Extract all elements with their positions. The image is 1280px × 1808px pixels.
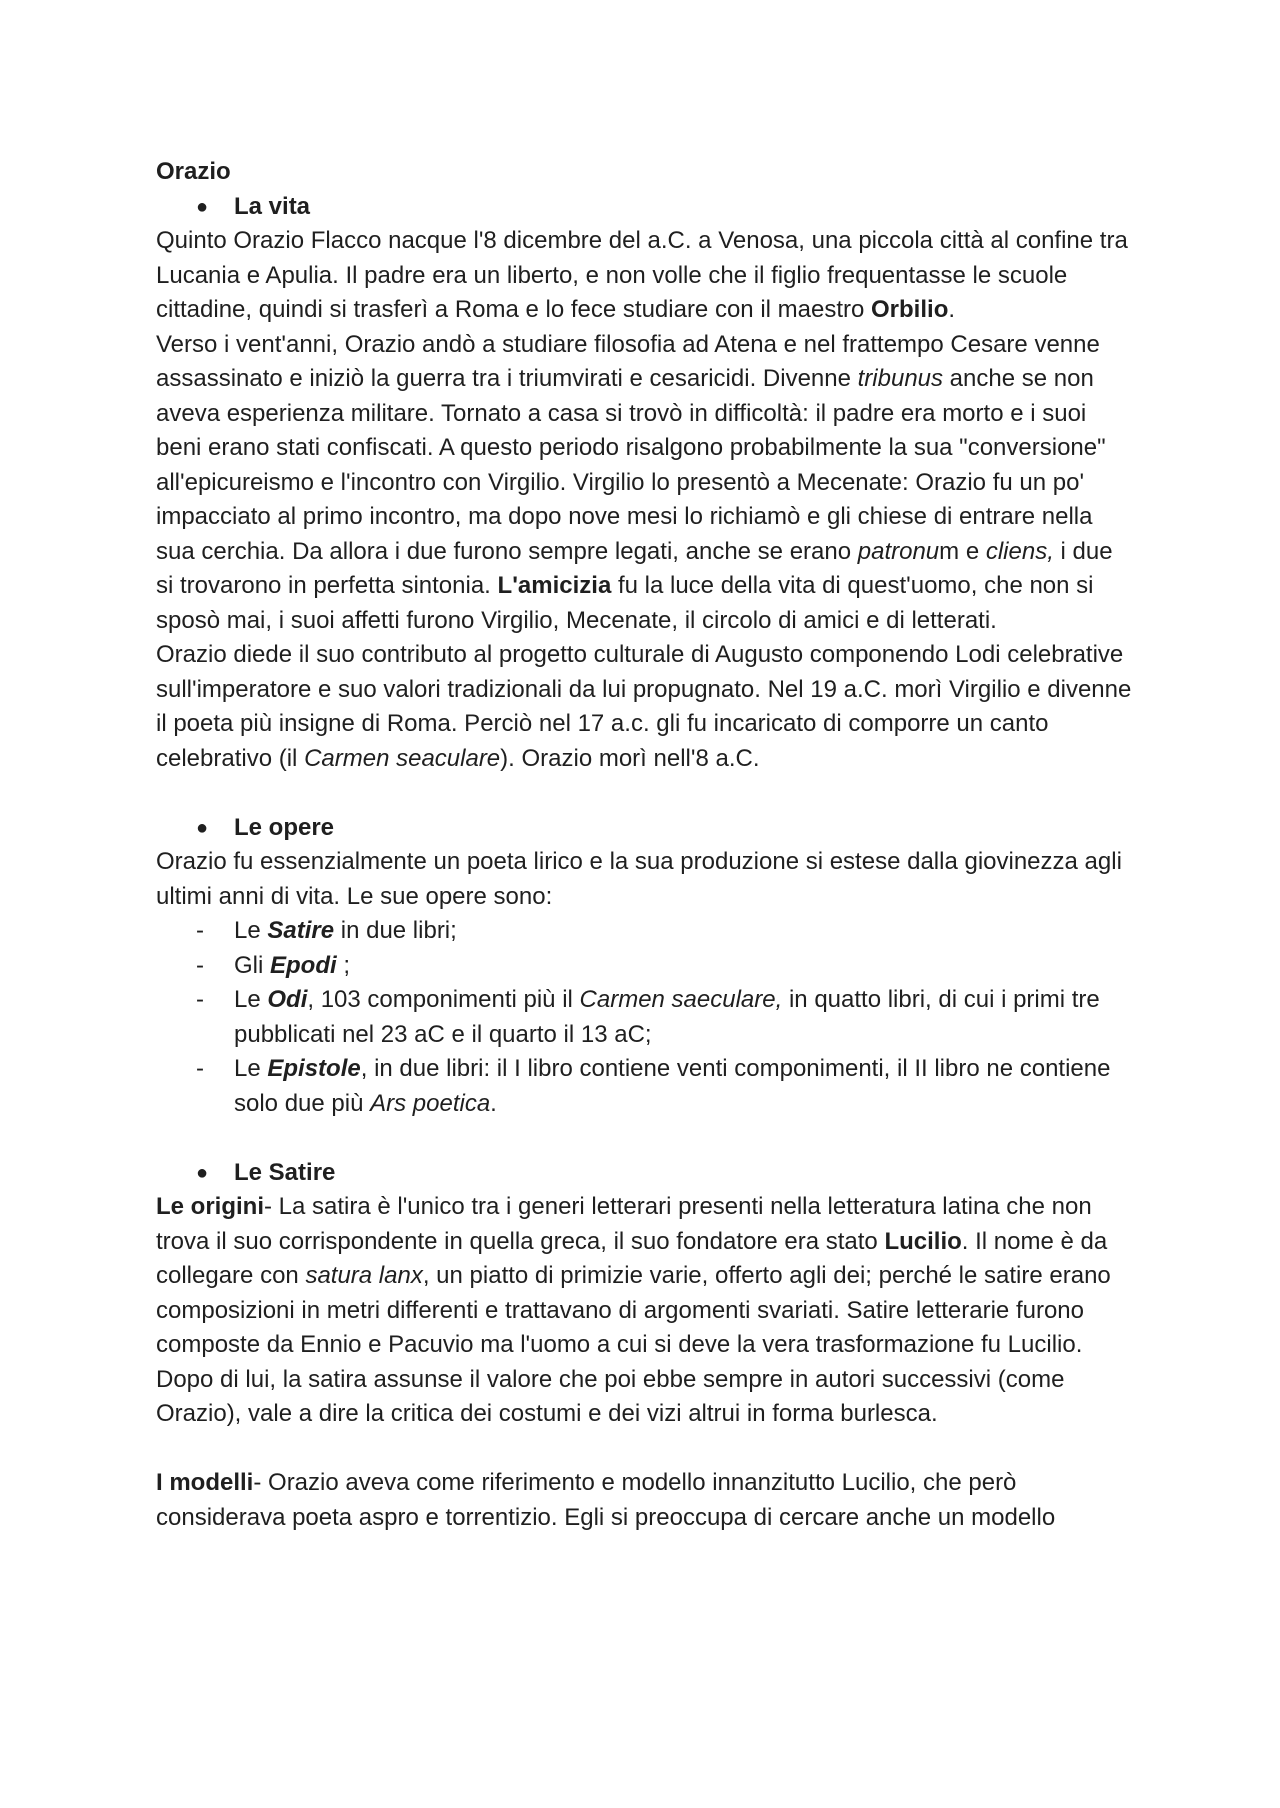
- document-title: Orazio: [156, 158, 231, 185]
- spacer: [156, 1121, 1136, 1156]
- works-list: [156, 914, 1136, 1121]
- spacer: [156, 1432, 1136, 1467]
- bullet-icon: ●: [196, 195, 209, 218]
- paragraph-vita-3: Orazio diede il suo contributo al progetto culturale di Augusto componendo Lodi celebrative sull'imperatore e suo valori tradizionali da lui propugnato. Nel 19 a.C. morì Virgilio e divenne il poeta più insigne di Roma. Perciò nel 17 a.c. gli fu incaricato di comporre un canto celebrativo (il Carmen seaculare). Orazio morì nell'8 a.C.: [156, 641, 1132, 772]
- list-item: - Le Odi, 103 componimenti più il Carmen saeculare, in quatto libri, di cui i primi tre pubblicati nel 23 aC e il quarto il 13 aC;: [156, 983, 1136, 1052]
- spacer: [156, 776, 1136, 811]
- list-item: - Gli Epodi ;: [156, 949, 1136, 984]
- section-heading-satire: ● Le Satire: [156, 1156, 1136, 1191]
- list-item: - Le Epistole, in due libri: il I libro contiene venti componimenti, il II libro ne contiene solo due più Ars poetica.: [156, 1052, 1136, 1121]
- paragraph-vita-1: Quinto Orazio Flacco nacque l'8 dicembre del a.C. a Venosa, una piccola città al confine tra Lucania e Apulia. Il padre era un liberto, e non volle che il figlio frequentasse le scuole cittadine, quindi si trasferì a Roma e lo fece studiare con il maestro Orbilio.: [156, 227, 1128, 323]
- paragraph-vita-2: Verso i vent'anni, Orazio andò a studiare filosofia ad Atena e nel frattempo Cesare venne assassinato e iniziò la guerra tra i triumvirati e cesaricidi. Divenne tribunus anche se non aveva esperienza militare. Tornato a casa si trovò in difficoltà: il padre era morto e i suoi beni erano stati confiscati. A questo periodo risalgono probabilmente la sua "conversione" all'epicureismo e l'incontro con Virgilio. Virgilio lo presentò a Mecenate: Orazio fu un po' impacciato al primo incontro, ma dopo nove mesi lo richiamò e gli chiese di entrare nella sua cerchia. Da allora i due furono sempre legati, anche se erano patronum e cliens, i due si trovarono in perfetta sintonia. L'amicizia fu la luce della vita di quest'uomo, che non si sposò mai, i suoi affetti furono Virgilio, Mecenate, il circolo di amici e di letterati.: [156, 330, 1113, 634]
- bullet-icon: ●: [196, 816, 209, 839]
- dash-marker: -: [196, 986, 204, 1013]
- dash-marker: -: [196, 1055, 204, 1082]
- paragraph-modelli: I modelli- Orazio aveva come riferimento e modello innanzitutto Lucilio, che però considerava poeta aspro e torrentizio. Egli si preoccupa di cercare anche un modello: [156, 1469, 1056, 1531]
- paragraph-opere-intro: Orazio fu essenzialmente un poeta lirico e la sua produzione si estese dalla giovinezza agli ultimi anni di vita. Le sue opere sono:: [156, 848, 1122, 910]
- section-heading-vita: ● La vita: [156, 190, 1136, 225]
- bullet-icon: ●: [196, 1161, 209, 1184]
- dash-marker: -: [196, 951, 204, 979]
- document-page: [156, 155, 1136, 1535]
- dash-marker: -: [196, 917, 204, 944]
- list-item: - Le Satire in due libri;: [156, 914, 1136, 949]
- section-heading-opere: ● Le opere: [156, 811, 1136, 846]
- paragraph-origini: Le origini- La satira è l'unico tra i generi letterari presenti nella letteratura latina che non trova il suo corrispondente in quella greca, il suo fondatore era stato Lucilio. Il nome è da collegare con satura lanx, un piatto di primizie varie, offerto agli dei; perché le satire erano composizioni in metri differenti e trattavano di argomenti svariati. Satire letterarie furono composte da Ennio e Pacuvio ma l'uomo a cui si deve la vera trasformazione fu Lucilio. Dopo di lui, la satira assunse il valore che poi ebbe sempre in autori successivi (come Orazio), vale a dire la critica dei costumi e dei vizi altrui in forma burlesca.: [156, 1193, 1111, 1427]
